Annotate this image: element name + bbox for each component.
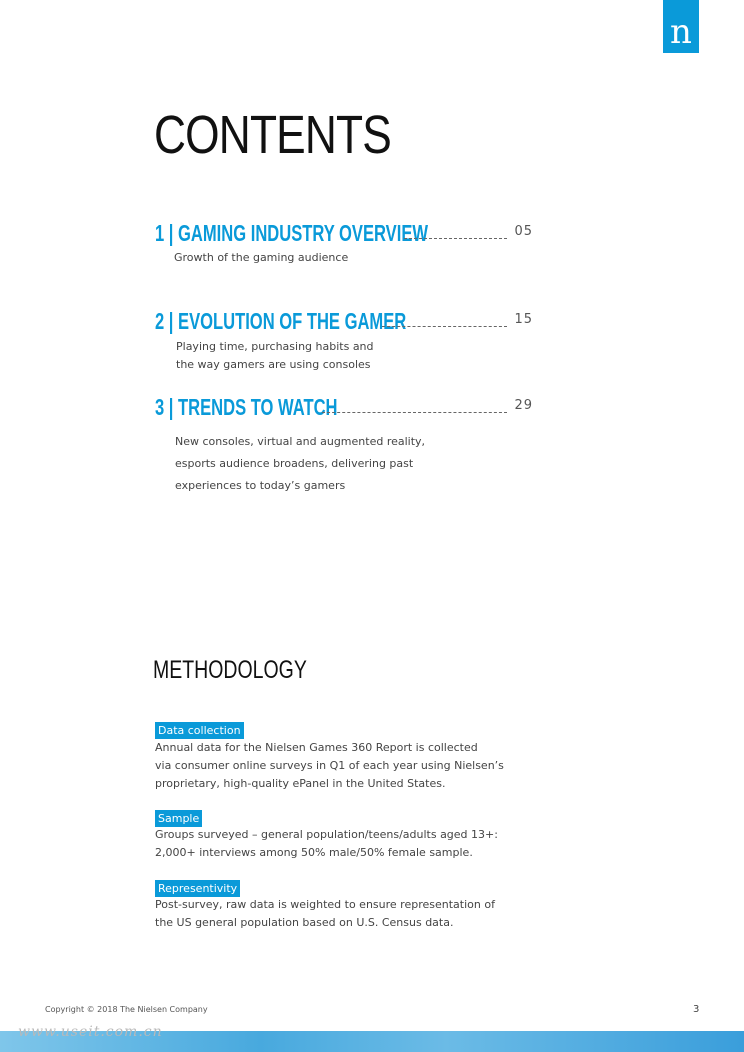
methodology-line: Post-survey, raw data is weighted to ensure representation of [155, 898, 495, 911]
methodology-line: the US general population based on U.S. Census data. [155, 916, 454, 929]
logo-letter: n [670, 12, 692, 52]
methodology-text [155, 896, 495, 932]
toc-heading[interactable]: 3 | TRENDS TO WATCH [155, 394, 338, 420]
methodology-line: Annual data for the Nielsen Games 360 Report is collected [155, 741, 478, 754]
page-title: CONTENTS [154, 105, 391, 165]
toc-page-number: 29 [514, 398, 533, 413]
toc-entry[interactable] [155, 396, 533, 422]
methodology-line: via consumer online surveys in Q1 of each year using Nielsen’s [155, 759, 504, 772]
methodology-line: proprietary, high-quality ePanel in the United States. [155, 777, 446, 790]
nielsen-logo [663, 0, 699, 53]
section-label-badge: Sample [155, 810, 202, 827]
toc-heading[interactable]: 1 | GAMING INDUSTRY OVERVIEW [155, 220, 429, 246]
toc-description-line: Playing time, purchasing habits and [176, 340, 374, 353]
methodology-line: 2,000+ interviews among 50% male/50% female sample. [155, 846, 473, 859]
toc-description-line: esports audience broadens, delivering past [175, 457, 414, 470]
toc-description-line: experiences to today’s gamers [175, 479, 346, 492]
toc-page-number: 05 [514, 224, 533, 239]
toc-heading[interactable]: 2 | EVOLUTION OF THE GAMER [155, 308, 407, 334]
toc-description-line: Growth of the gaming audience [174, 251, 349, 264]
methodology-line: Groups surveyed – general population/teens/adults aged 13+: [155, 828, 498, 841]
toc-description [174, 251, 348, 264]
toc-entry[interactable] [155, 222, 533, 248]
leader-dots [322, 412, 507, 413]
methodology-text [155, 826, 498, 862]
section-label-badge: Representivity [155, 880, 240, 897]
leader-dots [382, 326, 507, 327]
section-label-badge: Data collection [155, 722, 244, 739]
toc-description [175, 431, 425, 497]
methodology-title: METHODOLOGY [153, 656, 307, 684]
leader-dots [404, 238, 507, 239]
toc-entry[interactable] [155, 310, 533, 336]
toc-description [176, 338, 374, 374]
footer-copyright: Copyright © 2018 The Nielsen Company [45, 1005, 208, 1014]
toc-description-line: the way gamers are using consoles [176, 358, 371, 371]
watermark: www.useit.com.cn [18, 1024, 163, 1040]
toc-description-line: New consoles, virtual and augmented reality, [175, 435, 426, 448]
methodology-text [155, 739, 504, 793]
page-number: 3 [693, 1004, 700, 1015]
toc-page-number: 15 [514, 312, 533, 327]
